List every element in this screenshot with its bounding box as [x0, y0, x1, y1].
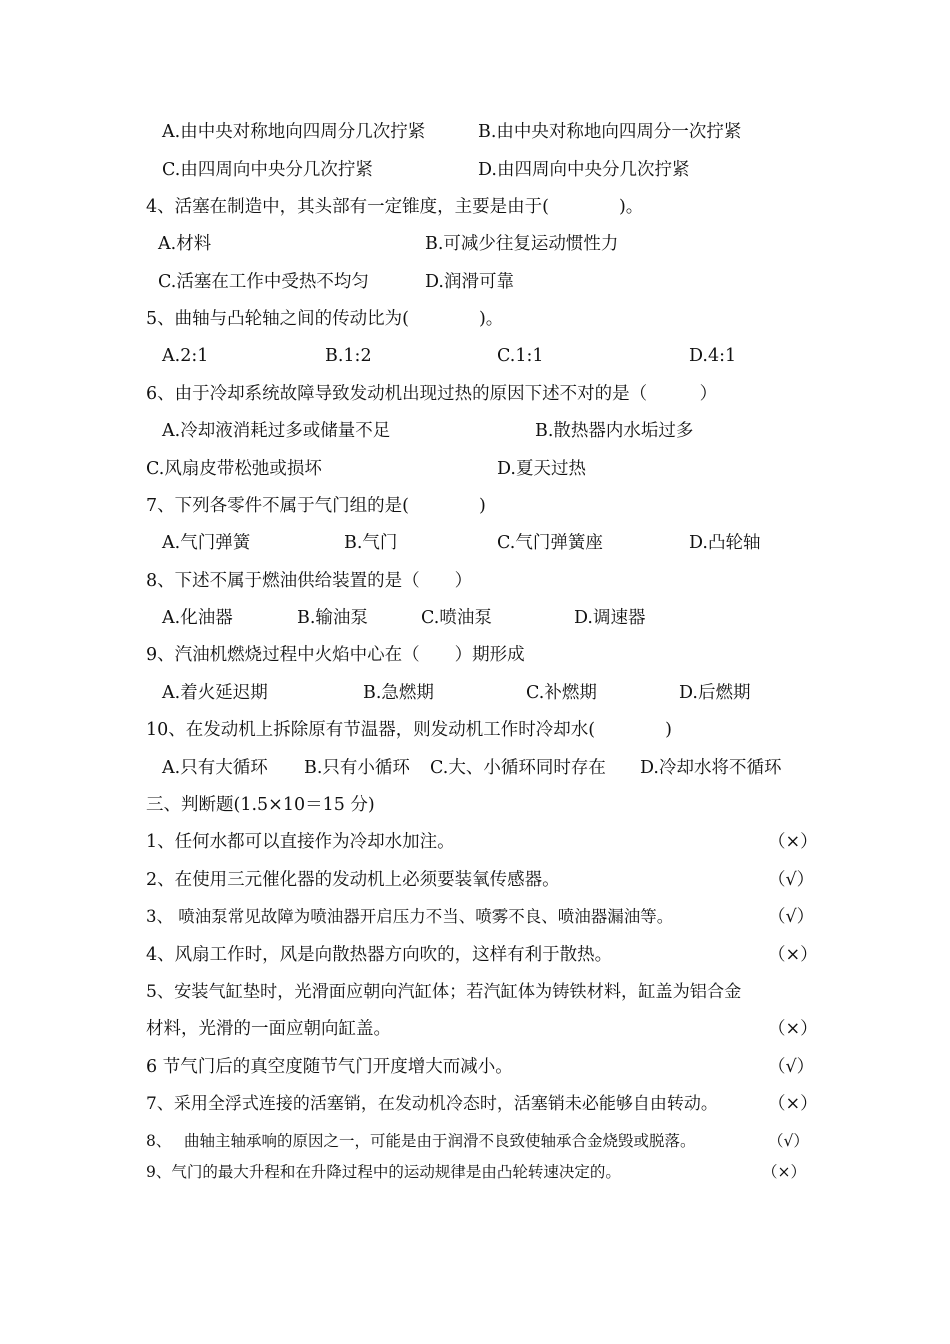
tf-item-text: 4、风扇工作时，风是向散热器方向吹的，这样有利于散热。: [146, 945, 613, 965]
q8-options-row: [0, 603, 950, 633]
tf-item-text: 1、任何水都可以直接作为冷却水加注。: [146, 832, 455, 852]
tf-item-mark: （√）: [768, 870, 815, 890]
q5-stem: 5、曲轴与凸轮轴之间的传动比为( )。: [146, 309, 504, 329]
tf-item-text: 2、在使用三元催化器的发动机上必须要装氧传感器。: [146, 870, 560, 890]
tf-item: [0, 902, 950, 932]
q10-option-d: D.冷却水将不循环: [640, 758, 782, 778]
q4-stem-row: [0, 192, 950, 222]
q6-option-c: C.风扇皮带松弛或损坏: [146, 459, 322, 479]
q6-stem-row: [0, 379, 950, 409]
q8-stem: 8、下述不属于燃油供给装置的是（ ）: [146, 571, 473, 591]
tf-item-mark: （√）: [768, 1132, 809, 1150]
q5-options-row: [0, 341, 950, 371]
q5-option-c: C.1:1: [497, 346, 544, 366]
q7-option-b: B.气门: [344, 533, 398, 553]
q8-stem-row: [0, 566, 950, 596]
q5-stem-row: [0, 304, 950, 334]
q3-option-a: A.由中央对称地向四周分几次拧紧: [162, 122, 426, 142]
q9-option-c: C.补燃期: [526, 683, 597, 703]
section-heading-row: [0, 790, 950, 820]
section-3-title: 三、判断题(1.5×10＝15 分): [146, 795, 375, 815]
q4-options-row-1: [0, 229, 950, 259]
tf-item-mark: （×）: [768, 945, 818, 965]
q6-options-row-2: [0, 454, 950, 484]
q7-option-d: D.凸轮轴: [689, 533, 761, 553]
tf-item-text: 曲轴主轴承响的原因之一，可能是由于润滑不良致使轴承合金烧毁或脱落。: [184, 1132, 696, 1150]
q3-option-c: C.由四周向中央分几次拧紧: [162, 160, 373, 180]
q4-options-row-2: [0, 267, 950, 297]
q6-option-b: B.散热器内水垢过多: [535, 421, 694, 441]
q10-stem-row: [0, 715, 950, 745]
tf-item: [0, 977, 950, 1007]
tf-item-mark: （√）: [768, 907, 815, 927]
q9-option-d: D.后燃期: [679, 683, 751, 703]
q10-option-b: B.只有小循环: [304, 758, 410, 778]
tf-item: [0, 1126, 950, 1156]
q10-stem: 10、在发动机上拆除原有节温器，则发动机工作时冷却水( ): [146, 720, 672, 740]
tf-item-text: 5、安装气缸垫时，光滑面应朝向汽缸体；若汽缸体为铸铁材料，缸盖为铝合金: [146, 982, 742, 1002]
q10-options-row: [0, 753, 950, 783]
q6-option-a: A.冷却液消耗过多或储量不足: [162, 421, 391, 441]
q8-option-c: C.喷油泵: [421, 608, 492, 628]
tf-item-mark: （×）: [762, 1163, 806, 1181]
tf-item: [0, 1089, 950, 1119]
q5-option-b: B.1:2: [325, 346, 372, 366]
tf-item: [0, 827, 950, 857]
q6-stem: 6、由于冷却系统故障导致发动机出现过热的原因下述不对的是（ ）: [146, 384, 718, 404]
q10-option-a: A.只有大循环: [162, 758, 268, 778]
tf-item: [0, 940, 950, 970]
q8-option-a: A.化油器: [162, 608, 233, 628]
q8-option-d: D.调速器: [574, 608, 646, 628]
tf-item-mark: （×）: [768, 1094, 818, 1114]
tf-item-text: 9、气门的最大升程和在升降过程中的运动规律是由凸轮转速决定的。: [146, 1163, 621, 1181]
q4-option-d: D.润滑可靠: [425, 272, 514, 292]
q9-stem: 9、汽油机燃烧过程中火焰中心在（ ）期形成: [146, 645, 525, 665]
q7-stem: 7、下列各零件不属于气门组的是( ): [146, 496, 486, 516]
q4-stem: 4、活塞在制造中，其头部有一定锥度，主要是由于( )。: [146, 197, 644, 217]
q9-options-row: [0, 678, 950, 708]
q9-option-a: A.着火延迟期: [162, 683, 268, 703]
q3-option-d: D.由四周向中央分几次拧紧: [478, 160, 690, 180]
q4-option-c: C.活塞在工作中受热不均匀: [158, 272, 369, 292]
tf-item: [0, 1052, 950, 1082]
tf-item-text-continued: 材料，光滑的一面应朝向缸盖。: [146, 1019, 391, 1039]
tf-item-continued: [0, 1014, 950, 1044]
q5-option-d: D.4:1: [689, 346, 737, 366]
q8-option-b: B.输油泵: [297, 608, 368, 628]
q7-options-row: [0, 528, 950, 558]
q3-options-row-2: [0, 155, 950, 185]
q9-stem-row: [0, 640, 950, 670]
tf-item-mark: （×）: [768, 1019, 818, 1039]
tf-item-text: 7、采用全浮式连接的活塞销，在发动机冷态时，活塞销未必能够自由转动。: [146, 1094, 718, 1114]
tf-item-mark: （×）: [768, 832, 818, 852]
q5-option-a: A.2:1: [162, 346, 209, 366]
q7-option-c: C.气门弹簧座: [497, 533, 603, 553]
tf-item: [0, 865, 950, 895]
tf-item-text: 6 节气门后的真空度随节气门开度增大而减小。: [146, 1057, 513, 1077]
q7-stem-row: [0, 491, 950, 521]
tf-item-number: 8、: [146, 1132, 172, 1150]
q4-option-a: A.材料: [158, 234, 212, 254]
q9-option-b: B.急燃期: [363, 683, 434, 703]
q4-option-b: B.可减少往复运动惯性力: [425, 234, 619, 254]
q7-option-a: A.气门弹簧: [162, 533, 251, 553]
tf-item: [0, 1157, 950, 1187]
q10-option-c: C.大、小循环同时存在: [430, 758, 606, 778]
tf-item-mark: （√）: [768, 1057, 815, 1077]
q3-option-b: B.由中央对称地向四周分一次拧紧: [478, 122, 742, 142]
q3-options-row-1: [0, 117, 950, 147]
q6-option-d: D.夏天过热: [497, 459, 586, 479]
q6-options-row-1: [0, 416, 950, 446]
tf-item-text: 3、 喷油泵常见故障为喷油器开启压力不当、喷雾不良、喷油器漏油等。: [146, 907, 674, 926]
